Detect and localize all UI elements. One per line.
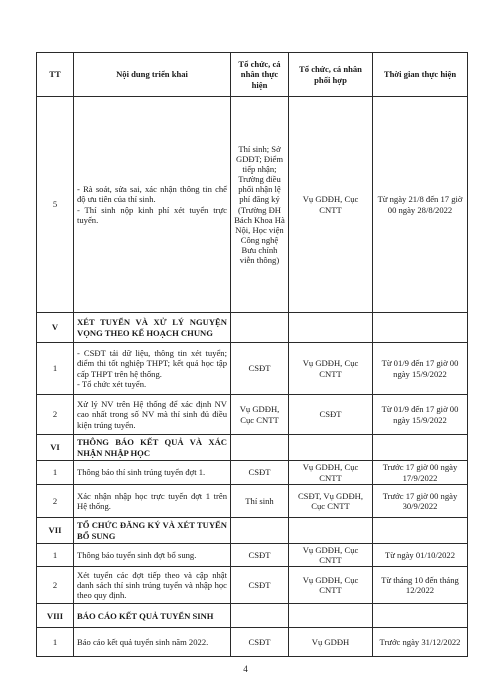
content-line: THÔNG BÁO KẾT QUẢ VÀ XÁC NHẬN NHẬP HỌC (77, 437, 227, 458)
coordinator-cell (289, 604, 373, 628)
content-line: XÉT TUYỂN VÀ XỬ LÝ NGUYỆN VỌNG THEO KẾ HOẠCH CHUNG (77, 317, 227, 338)
table-row (37, 97, 468, 313)
row-number: 1 (37, 544, 74, 567)
row-number: VI (37, 435, 74, 461)
task-content (74, 485, 231, 518)
coordinator-cell: Vụ GDĐH, Cục CNTT (289, 461, 373, 485)
executor-cell: CSĐT (231, 544, 289, 567)
header-phoi-hop: Tổ chức, cá nhân phối hợp (289, 53, 373, 97)
section-row (37, 435, 468, 461)
content-line: - Rà soát, sửa sai, xác nhận thông tin chế độ ưu tiên của thí sinh. (77, 184, 227, 205)
content-line: Báo cáo kết quả tuyển sinh năm 2022. (77, 637, 209, 648)
executor-cell: CSĐT (231, 461, 289, 485)
section-title (74, 435, 231, 461)
row-number: VIII (37, 604, 74, 628)
timeline-cell: Từ ngày 21/8 đến 17 giờ 00 ngày 28/8/2022 (373, 97, 468, 313)
coordinator-cell: Vụ GDĐH, Cục CNTT (289, 567, 373, 604)
section-row (37, 313, 468, 343)
row-number: VII (37, 518, 74, 544)
timeline-cell (373, 604, 468, 628)
table-header-row (37, 53, 468, 97)
row-number: 1 (37, 343, 74, 395)
table-row (37, 343, 468, 395)
table-row (37, 628, 468, 657)
executor-cell: CSĐT (231, 567, 289, 604)
table-row (37, 567, 468, 604)
executor-cell: Thí sinh (231, 485, 289, 518)
row-number: 2 (37, 567, 74, 604)
coordinator-cell (289, 313, 373, 343)
executor-cell: CSĐT (231, 628, 289, 657)
table-row (37, 461, 468, 485)
coordinator-cell: CSĐT (289, 395, 373, 435)
timeline-cell: Từ ngày 01/10/2022 (373, 544, 468, 567)
section-title (74, 518, 231, 544)
task-content (74, 628, 231, 657)
task-content (74, 544, 231, 567)
executor-cell: Vụ GDĐH, Cục CNTT (231, 395, 289, 435)
task-content (74, 461, 231, 485)
header-to-chuc: Tổ chức, cá nhân thực hiện (231, 53, 289, 97)
coordinator-cell: Vụ GDĐH, Cục CNTT (289, 343, 373, 395)
content-line: Thông báo tuyển sinh đợt bổ sung. (77, 550, 197, 561)
row-number: V (37, 313, 74, 343)
table-row (37, 395, 468, 435)
executor-cell: Thí sinh; Sở GDĐT; Điểm tiếp nhận; Trường điều phối nhận lệ phí đăng ký (Trường ĐH Bách Khoa Hà Nội, Học viện Công nghệ Bưu chính viễn thông) (231, 97, 289, 313)
plan-table (36, 52, 468, 657)
coordinator-cell: Vụ GDĐH (289, 628, 373, 657)
task-content (74, 97, 231, 313)
row-number: 5 (37, 97, 74, 313)
row-number: 2 (37, 485, 74, 518)
task-content (74, 395, 231, 435)
content-line: - CSĐT tải dữ liệu, thông tin xét tuyển; điểm thi tốt nghiệp THPT; kết quả học tập cấp THPT trên hệ thống. (77, 348, 227, 379)
page-number: 4 (243, 664, 248, 674)
coordinator-cell: CSĐT, Vụ GDĐH, Cục CNTT (289, 485, 373, 518)
executor-cell (231, 435, 289, 461)
header-thoi-gian: Thời gian thực hiện (373, 53, 468, 97)
timeline-cell: Trước ngày 31/12/2022 (373, 628, 468, 657)
content-line: Xác nhận nhập học trực tuyến đợt 1 trên Hệ thống. (77, 490, 227, 511)
content-line: BÁO CÁO KẾT QUẢ TUYỂN SINH (77, 610, 214, 621)
header-tt: TT (37, 53, 74, 97)
timeline-cell: Trước 17 giờ 00 ngày 17/9/2022 (373, 461, 468, 485)
timeline-cell: Từ 01/9 đến 17 giờ 00 ngày 15/9/2022 (373, 395, 468, 435)
table-row (37, 485, 468, 518)
executor-cell (231, 604, 289, 628)
coordinator-cell: Vụ GDĐH, Cục CNTT (289, 97, 373, 313)
section-title (74, 604, 231, 628)
content-line: - Tổ chức xét tuyển. (77, 378, 147, 389)
timeline-cell (373, 435, 468, 461)
coordinator-cell: Vụ GDĐH, Cục CNTT (289, 544, 373, 567)
content-line: Xét tuyển các đợt tiếp theo và cập nhật danh sách thí sinh trúng tuyển và nhập học theo quy định. (77, 570, 227, 601)
table-row (37, 544, 468, 567)
row-number: 1 (37, 628, 74, 657)
timeline-cell: Từ tháng 10 đến tháng 12/2022 (373, 567, 468, 604)
content-line: - Thí sinh nộp kinh phí xét tuyển trực tuyến. (77, 204, 227, 225)
header-noi-dung: Nội dung triển khai (74, 53, 231, 97)
section-row (37, 518, 468, 544)
task-content (74, 567, 231, 604)
task-content (74, 343, 231, 395)
executor-cell: CSĐT (231, 343, 289, 395)
coordinator-cell (289, 518, 373, 544)
section-row (37, 604, 468, 628)
row-number: 2 (37, 395, 74, 435)
content-line: Thông báo thí sinh trúng tuyển đợt 1. (77, 467, 206, 478)
timeline-cell (373, 518, 468, 544)
coordinator-cell (289, 435, 373, 461)
content-line: Xử lý NV trên Hệ thống để xác định NV cao nhất trong số NV mà thí sinh đủ điều kiện trúng tuyển. (77, 399, 227, 430)
timeline-cell (373, 313, 468, 343)
section-title (74, 313, 231, 343)
executor-cell (231, 518, 289, 544)
timeline-cell: Từ 01/9 đến 17 giờ 00 ngày 15/9/2022 (373, 343, 468, 395)
row-number: 1 (37, 461, 74, 485)
executor-cell (231, 313, 289, 343)
plan-table-body (37, 97, 468, 657)
timeline-cell: Trước 17 giờ 00 ngày 30/9/2022 (373, 485, 468, 518)
content-line: TỔ CHỨC ĐĂNG KÝ VÀ XÉT TUYỂN BỔ SUNG (77, 520, 227, 541)
